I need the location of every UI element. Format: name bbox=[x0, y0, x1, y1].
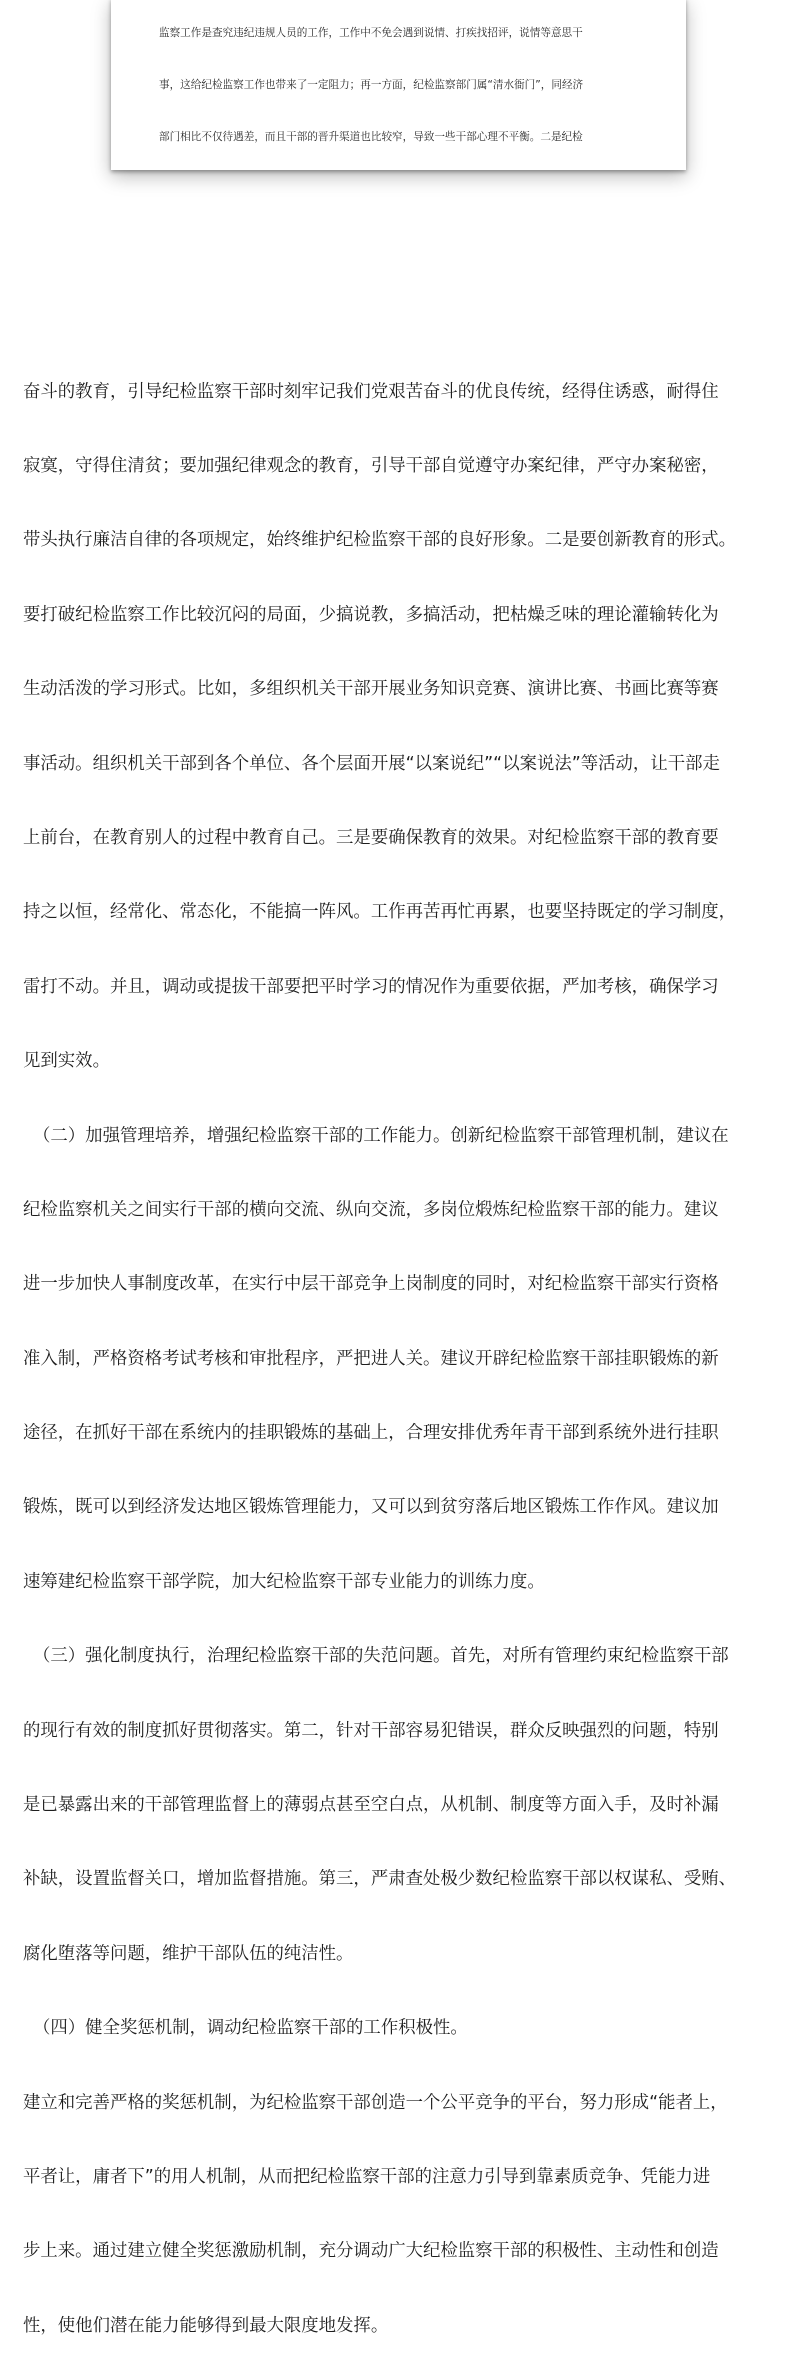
body-line: 雷打不动。并且，调动或提拔干部要把平时学习的情况作为重要依据，严加考核，确保学习 bbox=[23, 976, 719, 997]
body-line: 进一步加快人事制度改革，在实行中层干部竞争上岗制度的同时，对纪检监察干部实行资格 bbox=[23, 1274, 719, 1295]
body-line: 腐化堕落等问题，维护干部队伍的纯洁性。 bbox=[23, 1943, 354, 1964]
body-line: 平者让，庸者下”的用人机制，从而把纪检监察干部的注意力引导到靠素质竞争、凭能力进 bbox=[23, 2166, 711, 2187]
body-line: 性，使他们潜在能力能够得到最大限度地发挥。 bbox=[23, 2315, 389, 2336]
document-body-text bbox=[23, 330, 783, 2363]
preview-line: 监察工作是查究违纪违规人员的工作，工作中不免会遇到说情、打疾找招评，说情等意思干 bbox=[159, 27, 583, 40]
preview-line: 事，这给纪检监察工作也带来了一定阻力；再一方面，纪检监察部门属“清水衙门”，同经济 bbox=[159, 79, 584, 91]
preview-text-block bbox=[159, 0, 639, 170]
body-line: 奋斗的教育，引导纪检监察干部时刻牢记我们党艰苦奋斗的优良传统，经得住诱惑，耐得住 bbox=[23, 381, 719, 402]
body-line: 寂寞，守得住清贫；要加强纪律观念的教育，引导干部自觉遵守办案纪律，严守办案秘密， bbox=[23, 455, 719, 476]
body-line: 补缺，设置监督关口，增加监督措施。第三，严肃查处极少数纪检监察干部以权谋私、受贿、 bbox=[23, 1869, 737, 1890]
body-line: 是已暴露出来的干部管理监督上的薄弱点甚至空白点，从机制、制度等方面入手，及时补漏 bbox=[23, 1795, 719, 1816]
body-line: 速筹建纪检监察干部学院，加大纪检监察干部专业能力的训练力度。 bbox=[23, 1571, 545, 1592]
body-line: 事活动。组织机关干部到各个单位、各个层面开展“以案说纪”“以案说法”等活动，让干部走 bbox=[23, 753, 720, 774]
body-line: 纪检监察机关之间实行干部的横向交流、纵向交流，多岗位煅炼纪检监察干部的能力。建议 bbox=[23, 1199, 719, 1220]
body-line: 带头执行廉洁自律的各项规定，始终维护纪检监察干部的良好形象。二是要创新教育的形式。 bbox=[23, 530, 737, 551]
body-line: 上前台，在教育别人的过程中教育自己。三是要确保教育的效果。对纪检监察干部的教育要 bbox=[23, 827, 719, 848]
body-line: 的现行有效的制度抓好贯彻落实。第二，针对干部容易犯错误，群众反映强烈的问题，特别 bbox=[23, 1720, 719, 1741]
body-line: 见到实效。 bbox=[23, 1051, 110, 1072]
body-subheading: （二）加强管理培养，增强纪检监察干部的工作能力。创新纪检监察干部管理机制，建议在 bbox=[33, 1125, 729, 1146]
body-line: 建立和完善严格的奖惩机制，为纪检监察干部创造一个公平竞争的平台，努力形成“能者上， bbox=[23, 2092, 728, 2113]
body-line: 途径，在抓好干部在系统内的挂职锻炼的基础上，合理安排优秀年青干部到系统外进行挂职 bbox=[23, 1423, 719, 1444]
body-subheading: （三）强化制度执行，治理纪检监察干部的失范问题。首先，对所有管理约束纪检监察干部 bbox=[33, 1646, 729, 1667]
body-line: 生动活泼的学习形式。比如，多组织机关干部开展业务知识竞赛、演讲比赛、书画比赛等赛 bbox=[23, 679, 719, 700]
body-line: 要打破纪检监察工作比较沉闷的局面，少搞说教，多搞活动，把枯燥乏味的理论灌输转化为 bbox=[23, 604, 719, 625]
body-line: 步上来。通过建立健全奖惩激励机制，充分调动广大纪检监察干部的积极性、主动性和创造 bbox=[23, 2241, 719, 2262]
document-page-preview bbox=[111, 0, 686, 170]
body-line: 持之以恒，经常化、常态化，不能搞一阵风。工作再苦再忙再累，也要坚持既定的学习制度， bbox=[23, 902, 737, 923]
body-subheading: （四）健全奖惩机制，调动纪检监察干部的工作积极性。 bbox=[33, 2018, 468, 2039]
body-line: 准入制，严格资格考试考核和审批程序，严把进人关。建议开辟纪检监察干部挂职锻炼的新 bbox=[23, 1348, 719, 1369]
preview-line: 部门相比不仅待遇差，而且干部的晋升渠道也比较窄，导致一些干部心理不平衡。二是纪检 bbox=[159, 130, 583, 143]
body-line: 锻炼，既可以到经济发达地区锻炼管理能力，又可以到贫穷落后地区锻炼工作作风。建议加 bbox=[23, 1497, 719, 1518]
document-preview-area bbox=[0, 0, 800, 300]
